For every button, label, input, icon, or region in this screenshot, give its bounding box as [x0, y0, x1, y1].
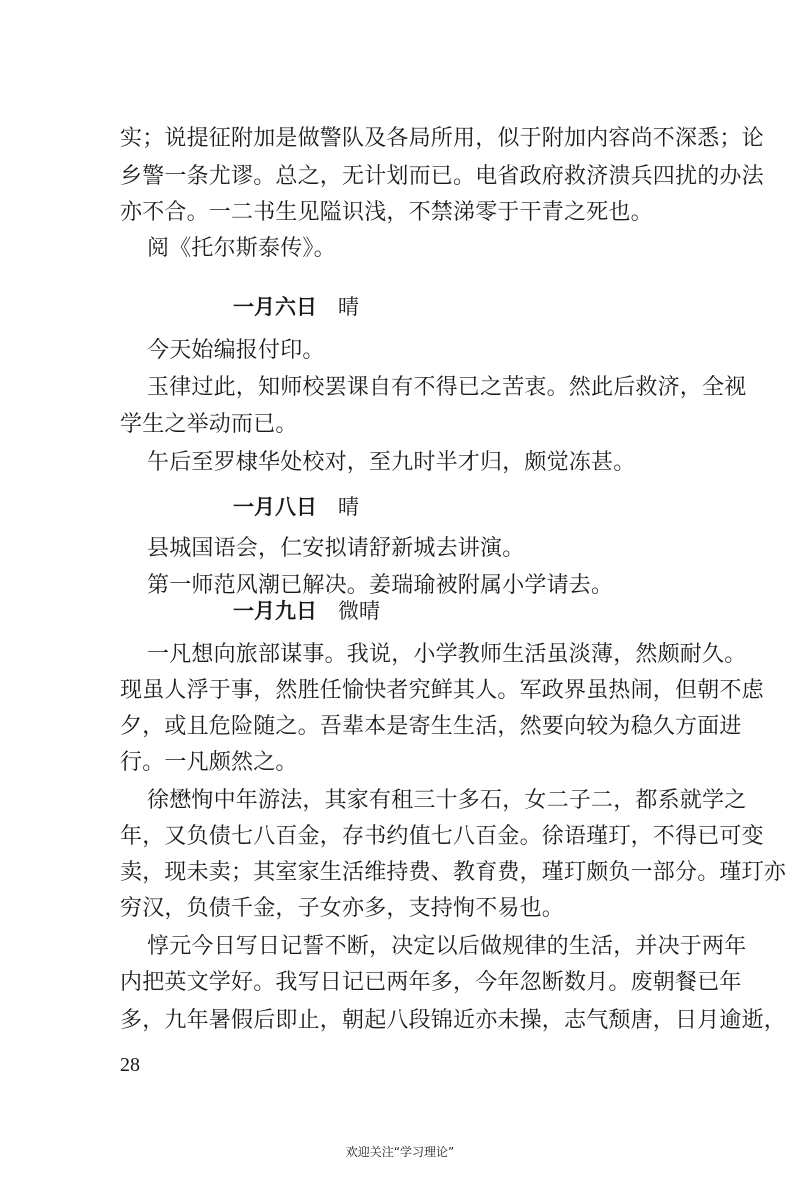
- paragraph-line: 多，九年暑假后即止，朝起八段锦近亦未操，志气颓唐，日月逾逝，: [120, 1008, 787, 1033]
- entry-date: 一月八日: [233, 495, 317, 519]
- paragraph-line: 阅《托尔斯泰传》。: [147, 236, 336, 261]
- paragraph-line: 县城国语会，仁安拟请舒新城去讲演。: [147, 536, 525, 561]
- paragraph-line: 乡警一条尤谬。总之，无计划而已。电省政府救济溃兵四扰的办法: [120, 164, 764, 189]
- paragraph-line: 卖，现未卖；其室家生活维持费、教育费，瑾玎颇负一部分。瑾玎亦: [120, 860, 787, 885]
- paragraph-line: 玉律过此，知师校罢课自有不得已之苦衷。然此后救济，全视: [147, 375, 747, 400]
- entry-heading-jan8: [233, 494, 359, 520]
- entry-date: 一月九日: [233, 599, 317, 623]
- page-number: 28: [120, 1054, 140, 1076]
- paragraph-line: 今天始编报付印。: [147, 338, 325, 363]
- paragraph-line: 实；说提征附加是做警队及各局所用，似于附加内容尚不深悉；论: [120, 126, 764, 151]
- paragraph-line: 亦不合。一二书生见隘识浅，不禁涕零于干青之死也。: [120, 200, 653, 225]
- entry-heading-jan9: [233, 598, 380, 624]
- paragraph-line: 年，又负债七八百金，存书约值七八百金。徐语瑾玎，不得已可变: [120, 824, 764, 849]
- paragraph-line: 午后至罗棣华处校对，至九时半才归，颇觉冻甚。: [147, 450, 636, 475]
- paragraph-line: 现虽人浮于事，然胜任愉快者究鲜其人。军政界虽热闹，但朝不虑: [120, 678, 764, 703]
- paragraph-line: 夕，或且危险随之。吾辈本是寄生生活，然要向较为稳久方面进: [120, 714, 742, 739]
- paragraph-line: 学生之举动而已。: [120, 412, 298, 437]
- paragraph-line: 内把英文学好。我写日记已两年多，今年忽断数月。废朝餐已年: [120, 970, 742, 995]
- entry-date: 一月六日: [233, 295, 317, 319]
- entry-weather: 微晴: [338, 599, 380, 623]
- paragraph-line: 第一师范风潮已解决。姜瑞瑜被附属小学请去。: [147, 573, 614, 598]
- paragraph-line: 惇元今日写日记誓不断，决定以后做规律的生活，并决于两年: [147, 934, 747, 959]
- entry-heading-jan6: [233, 294, 359, 320]
- paragraph-line: 一凡想向旅部谋事。我说，小学教师生活虽淡薄，然颇耐久。: [147, 642, 747, 667]
- entry-weather: 晴: [338, 495, 359, 519]
- paragraph-line: 行。一凡颇然之。: [120, 750, 298, 775]
- entry-weather: 晴: [338, 295, 359, 319]
- paragraph-line: 穷汉，负债千金，子女亦多，支持恂不易也。: [120, 896, 565, 921]
- footer-caption: 欢迎关注“学习理论”: [345, 1145, 455, 1159]
- paragraph-line: 徐懋恂中年游法，其家有租三十多石，女二子二，都系就学之: [147, 788, 747, 813]
